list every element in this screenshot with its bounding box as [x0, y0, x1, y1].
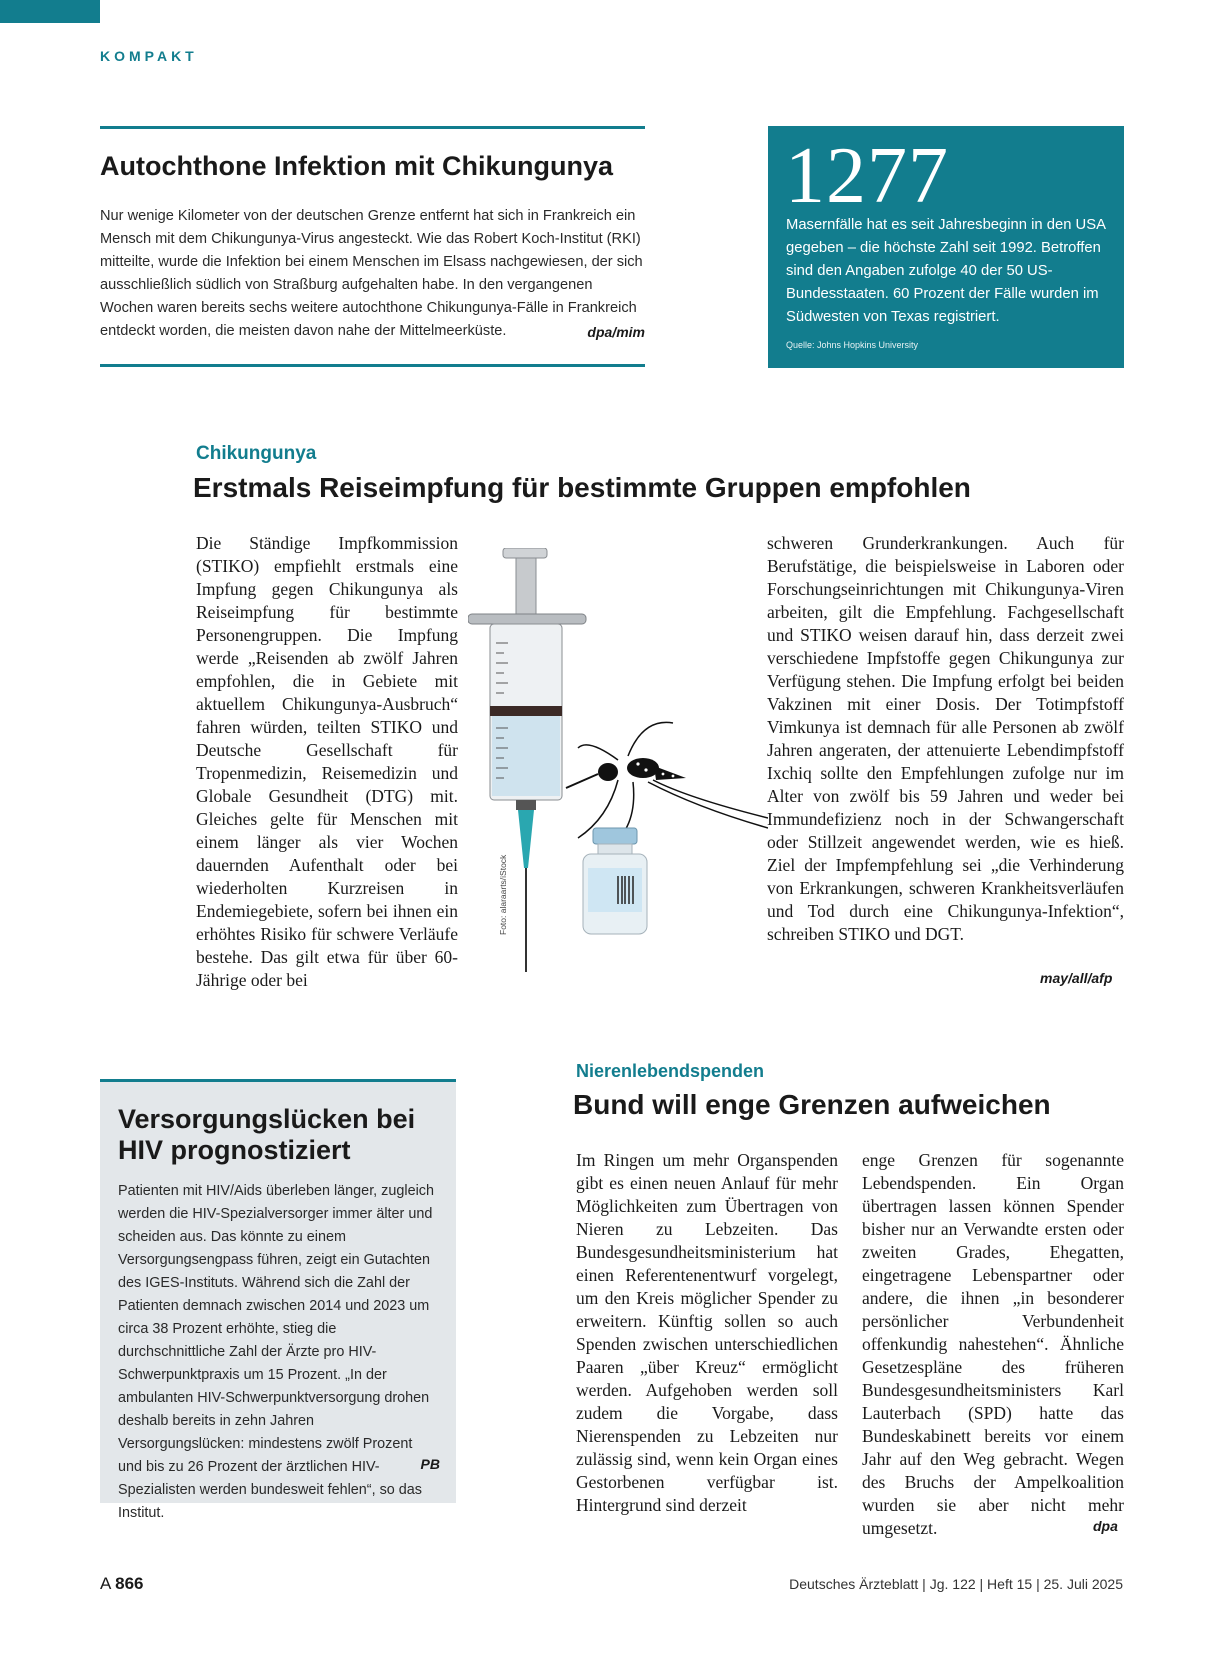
article-kicker: Nierenlebendspenden — [576, 1061, 765, 1081]
article-column-2: schweren Grunderkrankungen. Auch für Berufstätige, die beispielsweise in Laboren oder Forschungseinrichtungen mit Chikungunya-Viren arbeiten, gilt die Empfehlung. Fachgesellschaft und STIKO weisen darauf hin, dass derzeit zwei verschiedene Impfstoffe gegen Chikungunya zur Verfügung stehen. Die Impfung erfolgt bei beiden Vakzinen mit einer Dosis. Der Totimpfstoff Vimkunya ist demnach für alle Personen ab zwölf Jahren angeraten, der attenuierte Lebendimpfstoff Ixchiq sollte den Empfehlungen zufolge nur im Alter von zwölf bis 59 Jahren und weder bei Immundefizienz noch in der Schwangerschaft oder Stillzeit angewendet werden, wie es hieß. Ziel der Impfempfehlung sei „die Verhinderung von Erkrankungen, schweren Krankheitsverläufen und Tod durch eine Chikungunya-Infektion“, schreiben STIKO und DGT. — [767, 533, 1124, 944]
publication-info: Deutsches Ärzteblatt | Jg. 122 | Heft 15 | 25. Juli 2025 — [789, 1576, 1123, 1592]
stat-number: 1277 — [785, 132, 949, 220]
stat-text: Masernfälle hat es seit Jahresbeginn in den USA gegeben – die höchste Zahl seit 1992. Betroffen sind den Angaben zufolge 40 der 50 US-Bundesstaaten. 60 Prozent der Fälle wurden im Südwesten von Texas registriert. — [786, 217, 1106, 325]
box-signature: PB — [420, 1456, 440, 1472]
article-signature: dpa/mim — [587, 324, 645, 340]
box-body: Patienten mit HIV/Aids überleben länger, zugleich werden die HIV-Spezialversorger immer älter und scheiden aus. Das könnte zu einem Versorgungsengpass führen, zeigt ein Gutachten des IGES-Instituts. Während sich die Zahl der Patienten demnach zwischen 2014 und 2023 um circa 38 Prozent erhöhte, stieg die durchschnittliche Zahl der Ärzte pro HIV-Schwerpunktpraxis um 15 Prozent. „In der ambulanten HIV-Schwerpunktversorgung drohen deshalb bereits in zehn Jahren Versorgungslücken: mindestens zwölf Prozent und bis zu 26 Prozent der ärztlichen HIV-Spezialisten werden bundesweit fehlen“, so das Institut. — [118, 1183, 434, 1521]
article-kicker: Chikungunya — [196, 443, 317, 464]
article-title: Erstmals Reiseimpfung für bestimmte Gruppen empfohlen — [193, 472, 971, 503]
article-body: Nur wenige Kilometer von der deutschen Grenze entfernt hat sich in Frankreich ein Mensch mit dem Chikungunya-Virus angesteckt. Wie das Robert Koch-Institut (RKI) mitteilte, wurde die Infektion bei einem Menschen im Elsass nachgewiesen, der sich ausschließlich südlich von Straßburg aufgehalten habe. In den vergangenen Wochen waren bereits sechs weitere autochthone Chikungunya-Fälle in Frankreich entdeckt worden, die meisten davon nahe der Mittelmeerküste. — [100, 208, 643, 339]
article-chikungunya-infection — [100, 126, 645, 367]
photo-credit: Foto: alaraarts/iStock — [498, 854, 508, 935]
page-number-value: 866 — [115, 1574, 144, 1593]
stat-source: Quelle: Johns Hopkins University — [786, 340, 919, 350]
vaccine-illustration — [468, 548, 768, 980]
box-title: Versorgungslücken bei HIV prognostiziert — [118, 1104, 416, 1165]
page-number — [100, 1574, 144, 1594]
article-signature: dpa — [1093, 1518, 1118, 1534]
article-title: Autochthone Infektion mit Chikungunya — [100, 151, 613, 181]
article-column-1: Die Ständige Impfkommission (STIKO) empfiehlt erstmals eine Impfung gegen Chikungunya als Reiseimpfung für bestimmte Personengruppen. Die Impfung werde „Reisenden ab zwölf Jahren empfohlen, die in Gebiete mit aktuellem Chikungunya-Ausbruch“ fahren würden, teilten STIKO und Deutsche Gesellschaft für Tropenmedizin, Reisemedizin und Globale Gesundheit (DTG) mit. Gleiches gelte für Menschen mit einem länger als vier Wochen dauernden Aufenthalt oder bei wiederholten Kurzreisen in Endemiegebiete, sofern bei ihnen ein erhöhtes Risiko für schwere Verläufe bestehe. Das gilt etwa für über 60-Jährige oder bei — [196, 533, 458, 990]
article-column-2: enge Grenzen für sogenannte Lebendspenden. Ein Organ übertragen lassen können Spender bisher nur an Verwandte ersten oder zweiten Grades, Ehegatten, eingetragene Lebenspartner oder andere, die ihnen „in besonderer persönlicher Verbundenheit offenkundig nahestehen“. Ähnliche Gesetzespläne des früheren Bundesgesundheitsministers Karl Lauterbach (SPD) hatte das Bundeskabinett bereits vor einem Jahr auf den Weg gebracht. Wegen des Bruchs der Ampelkoalition wurden sie aber nicht mehr umgesetzt. — [862, 1150, 1124, 1538]
vaccine-vial-icon — [583, 828, 647, 934]
page-prefix: A — [100, 1574, 111, 1593]
stat-box-measles — [768, 126, 1124, 368]
section-label: KOMPAKT — [100, 48, 198, 64]
article-title: Bund will enge Grenzen aufweichen — [573, 1089, 1051, 1120]
article-signature: may/all/afp — [1040, 970, 1113, 986]
hiv-info-box — [100, 1079, 456, 1521]
corner-accent-bar — [0, 0, 100, 23]
syringe-icon — [468, 548, 586, 972]
article-column-1: Im Ringen um mehr Organspenden gibt es einen neuen Anlauf für mehr Möglichkeiten zum Übertragen von Nieren zu Lebzeiten. Das Bundesgesundheitsministerium hat einen Referentenentwurf vorgelegt, um den Kreis möglicher Spender zu erweitern. Künftig sollen so auch Spenden zwischen unterschiedlichen Paaren „über Kreuz“ ermöglicht werden. Aufgehoben werden soll zudem die Vorgabe, dass Nierenspenden zu Lebzeiten nur zulässig sind, wenn kein Organ eines Gestorbenen verfügbar ist. Hintergrund sind derzeit — [576, 1150, 838, 1515]
